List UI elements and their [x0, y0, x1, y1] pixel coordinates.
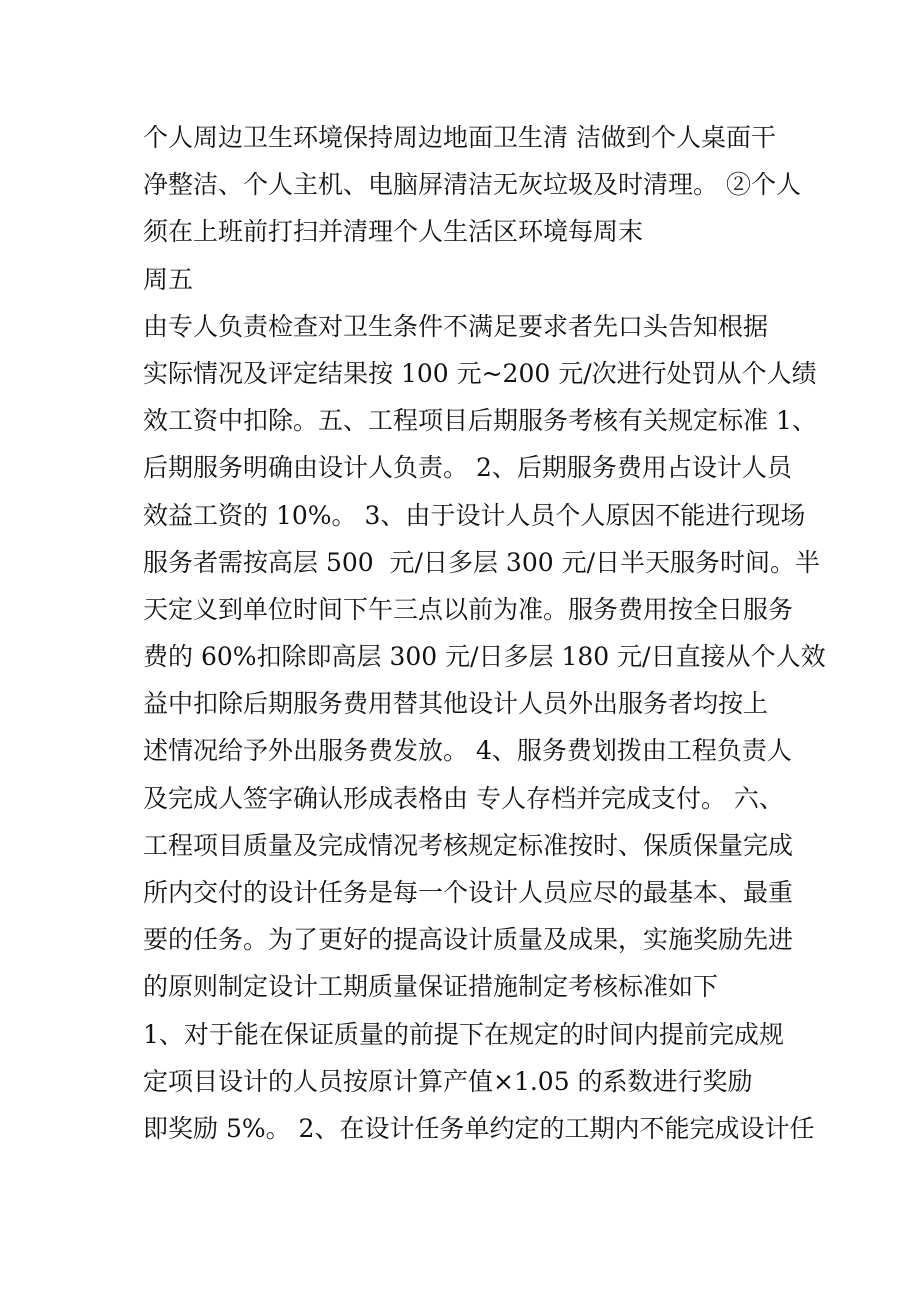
text-line: 个人周边卫生环境保持周边地面卫生清 洁做到个人桌面干 — [143, 123, 776, 152]
text-line: 工程项目质量及完成情况考核规定标准按时、保质保量完成 — [143, 830, 794, 860]
text-line: 效工资中扣除。五、工程项目后期服务考核有关规定标准 1、 — [143, 406, 817, 436]
text-line: 效益工资的 10%。 3、由于设计人员个人原因不能进行现场 — [143, 500, 806, 530]
body-text — [143, 114, 843, 1152]
text-line: 及完成人签字确认形成表格由 专人存档并完成支付。 六、 — [143, 783, 784, 813]
text-line: 述情况给予外出服务费发放。 4、服务费划拨由工程负责人 — [143, 736, 792, 766]
text-line: 所内交付的设计任务是每一个设计人员应尽的最基本、最重 — [143, 878, 794, 907]
text-line: 定项目设计的人员按原计算产值×1.05 的系数进行奖励 — [143, 1066, 753, 1096]
text-line: 费的 60%扣除即高层 300 元/日多层 180 元/日直接从个人效 — [143, 642, 826, 672]
text-line: 周五 — [143, 264, 194, 294]
text-line: 即奖励 5%。 2、在设计任务单约定的工期内不能完成设计任 — [143, 1113, 815, 1143]
text-line: 天定义到单位时间下午三点以前为准。服务费用按全日服务 — [143, 594, 794, 624]
text-line: 1、对于能在保证质量的前提下在规定的时间内提前完成规 — [143, 1019, 784, 1049]
text-line: 益中扣除后期服务费用替其他设计人员外出服务者均按上 — [143, 689, 769, 719]
text-line: 由专人负责检查对卫生条件不满足要求者先口头告知根据 — [143, 311, 769, 341]
text-line: 净整洁、个人主机、电脑屏清洁无灰垃圾及时清理。 ②个人 — [143, 170, 801, 200]
text-line: 后期服务明确由设计人负责。 2、后期服务费用占设计人员 — [143, 453, 792, 483]
text-line: 要的任务。为了更好的提高设计质量及成果，实施奖励先进 — [143, 925, 794, 955]
text-line: 服务者需按高层 500 元/日多层 300 元/日半天服务时间。半 — [143, 547, 821, 577]
text-line: 的原则制定设计工期质量保证措施制定考核标准如下 — [143, 972, 719, 1002]
text-line: 实际情况及评定结果按 100 元~200 元/次进行处罚从个人绩 — [143, 358, 817, 388]
text-line: 须在上班前打扫并清理个人生活区环境每周末 — [143, 217, 644, 247]
